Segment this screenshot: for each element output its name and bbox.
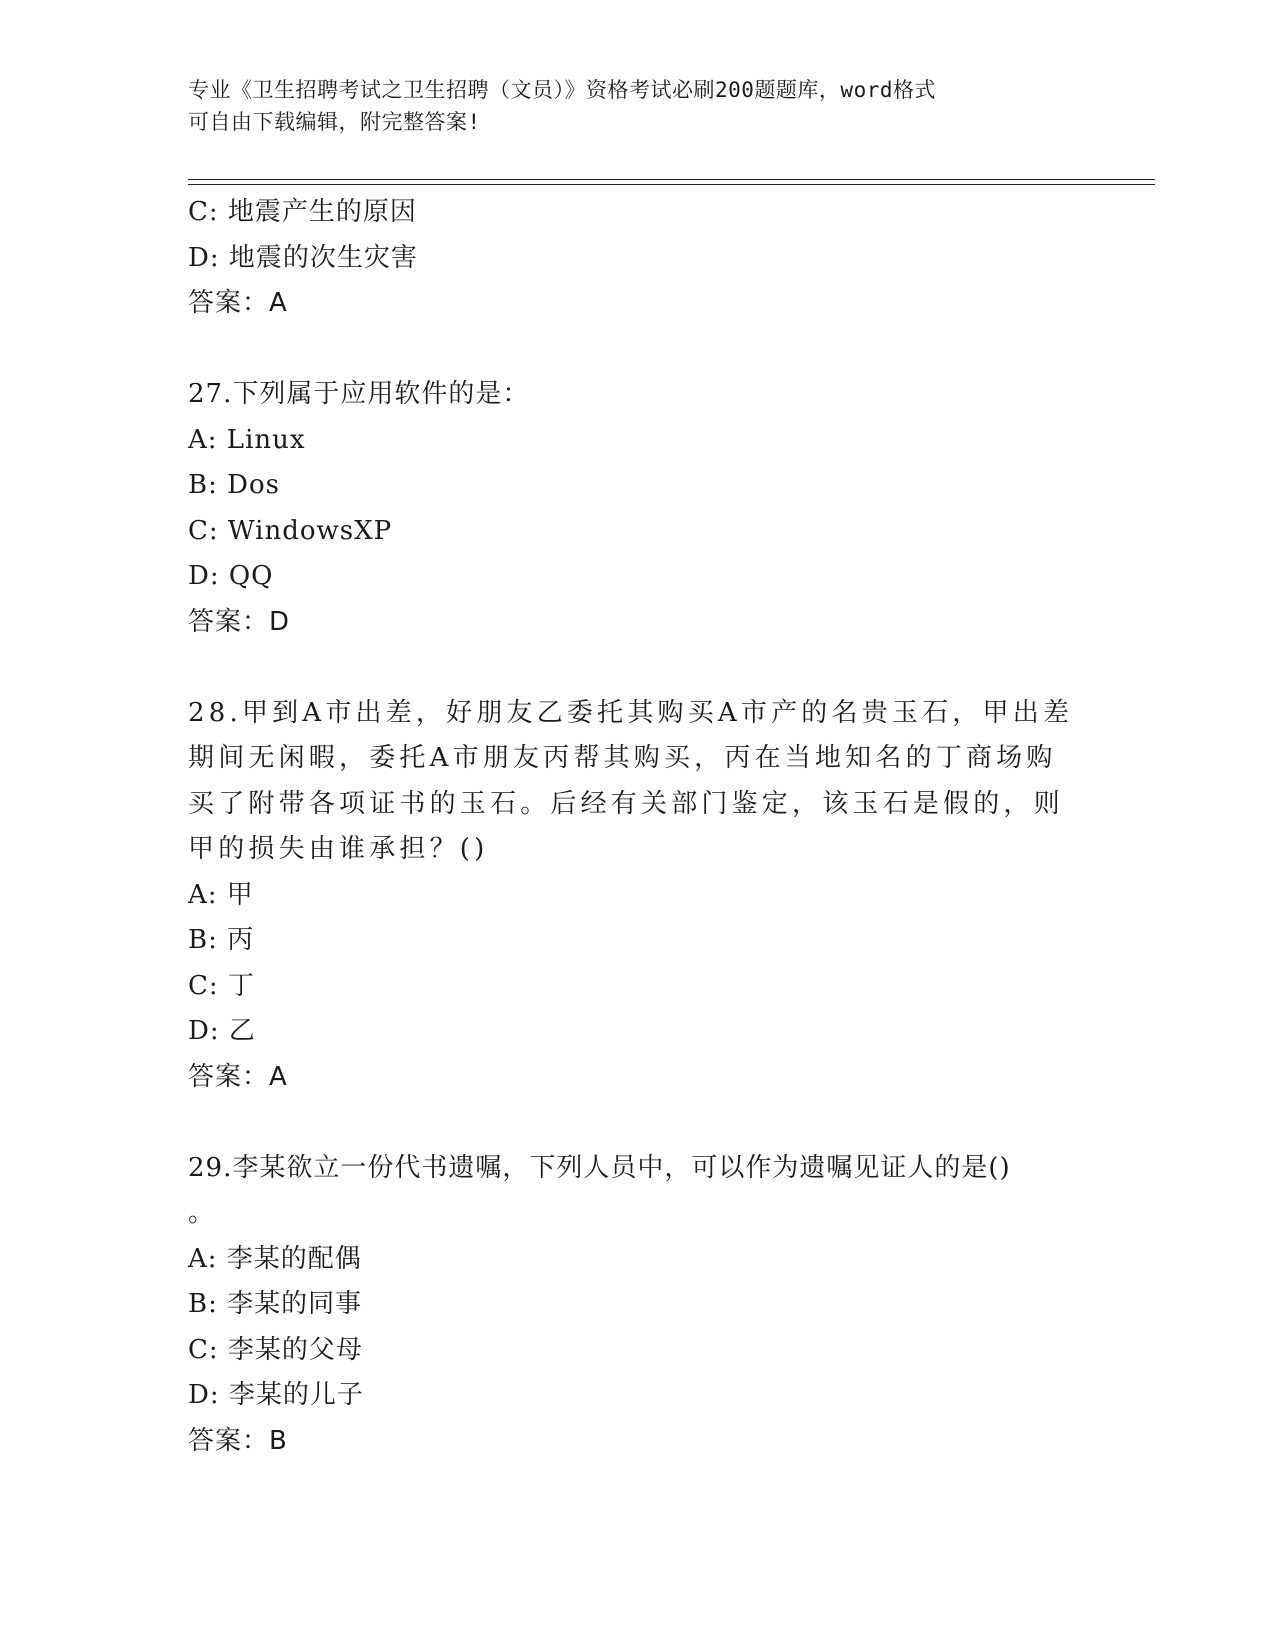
header-title-line-2: 可自由下载编辑，附完整答案! <box>188 110 481 134</box>
header-divider-bottom <box>188 184 1155 185</box>
option-c: C: 李某的父母 <box>188 1334 363 1365</box>
option-d: D: 李某的儿子 <box>188 1380 364 1410</box>
question-text-end: 。 <box>188 1198 216 1228</box>
option-c: C: WindowsXP <box>188 515 393 546</box>
header-divider-top <box>188 179 1155 180</box>
question-text: 27.下列属于应用软件的是： <box>188 379 530 409</box>
document-header <box>188 74 1088 138</box>
answer-line: 答案：A <box>188 1061 288 1092</box>
option-d: D: QQ <box>188 561 274 591</box>
question-27 <box>188 372 1088 645</box>
option-b: B: 李某的同事 <box>188 1289 363 1319</box>
header-title-line-1: 专业《卫生招聘考试之卫生招聘（文员）》资格考试必刷200题题库，word格式 <box>188 78 936 102</box>
option-b: B: 丙 <box>188 925 255 955</box>
option-a: A: Linux <box>188 424 306 455</box>
option-b: B: Dos <box>188 470 280 500</box>
answer-line: 答案：D <box>188 606 291 637</box>
option-a: A: 李某的配偶 <box>188 1243 362 1274</box>
question-28 <box>188 691 1088 1101</box>
option-c: C: 地震产生的原因 <box>188 197 417 227</box>
question-list <box>188 190 1088 1464</box>
option-d: D: 乙 <box>188 1016 256 1046</box>
question-text: 29.李某欲立一份代书遗嘱，下列人员中，可以作为遗嘱见证人的是() <box>188 1152 1011 1183</box>
spacer <box>188 327 1088 373</box>
spacer <box>188 645 1088 691</box>
question-29 <box>188 1146 1088 1465</box>
option-a: A: 甲 <box>188 879 254 910</box>
answer-line: 答案：B <box>188 1425 288 1456</box>
question-text: 28.甲到A市出差，好朋友乙委托其购买A市产的名贵玉石，甲出差期间无闲暇，委托A市朋友丙帮其购买，丙在当地知名的丁商场购买了附带各项证书的玉石。后经有关部门鉴定，该玉石是假的，则甲的损失由谁承担？() <box>188 697 1074 864</box>
option-d: D: 地震的次生灾害 <box>188 242 418 273</box>
option-c: C: 丁 <box>188 970 255 1001</box>
question-26-tail <box>188 190 1088 327</box>
spacer <box>188 1100 1088 1146</box>
answer-line: 答案：A <box>188 288 288 318</box>
